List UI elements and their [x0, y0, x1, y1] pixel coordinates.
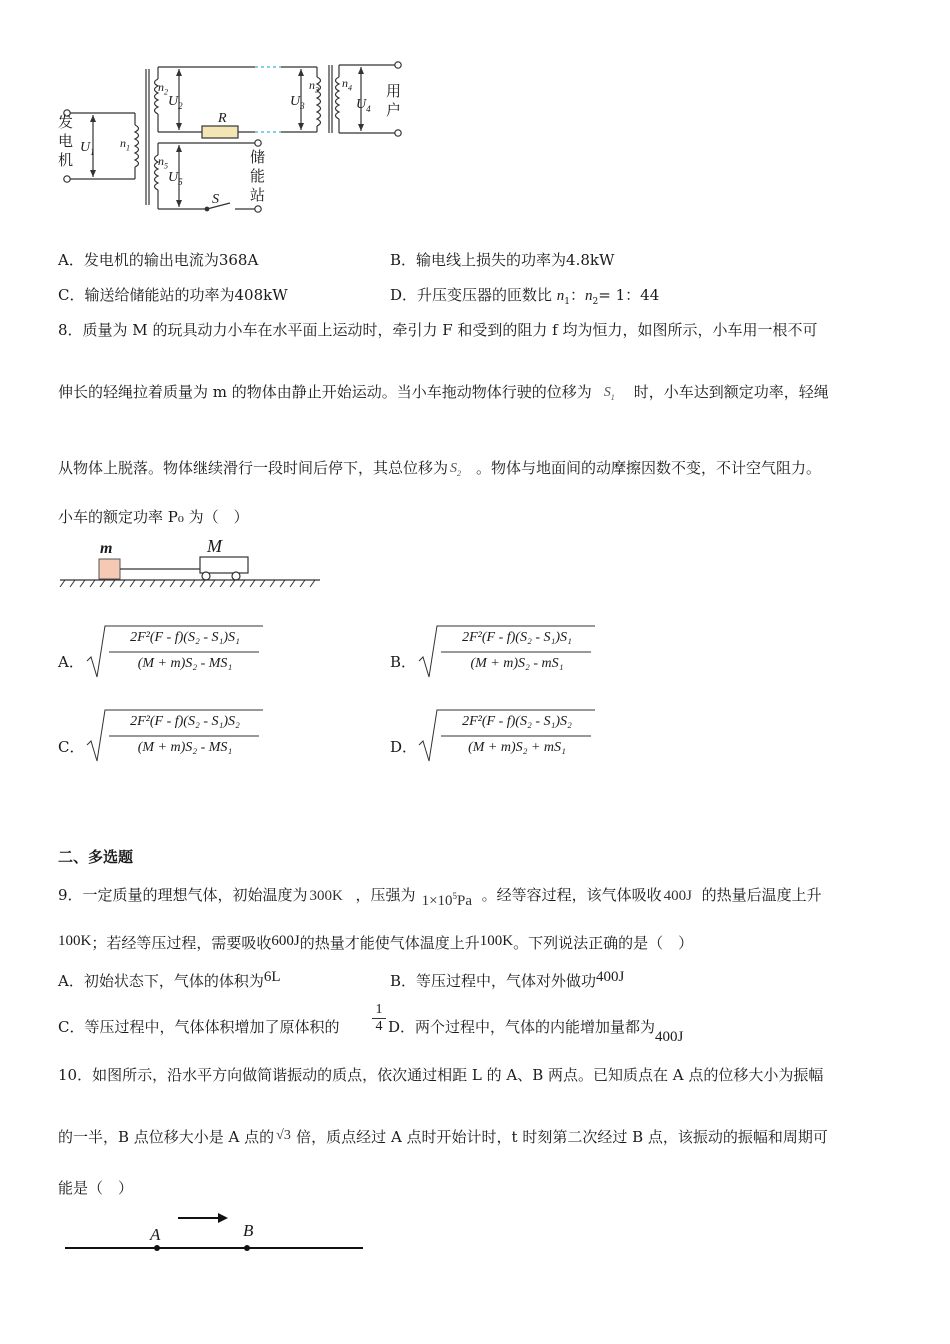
q9-option-c-fraction — [372, 1002, 386, 1035]
q9-option-b — [390, 971, 624, 992]
q9-option-b-value: 400J — [596, 969, 625, 985]
q8-option-a-label: A． — [58, 653, 84, 671]
q10-stem-line1: 10．如图所示，沿水平方向做简谐振动的质点，依次通过相距 L 的 A、B 两点。已知质点在 A 点的位移大小为振幅 — [58, 1066, 824, 1084]
q9-stem-line1: 9．一定质量的理想气体，初始温度为 300K ，压强为 $1\times 10^5Pa$ 。经等容过程，该气体吸收 400J 的热量后温度上升 — [58, 886, 822, 909]
q9-option-a-value: 6L — [263, 969, 281, 985]
q10-stem-line2: 的一半，B 点位移大小是 A 点的 √3 倍，质点经过 A 点时开始计时，t 时刻第二次经过 B 点，该振动的振幅和周期可 — [58, 1128, 828, 1146]
switch-label: S — [212, 192, 219, 207]
q10-stem-line3: 能是（ ） — [58, 1179, 134, 1197]
q7-option-c: C．输送给储能站的功率为408kW — [58, 286, 288, 304]
q9-text-a: 9．一定质量的理想气体，初始温度为 — [58, 886, 308, 904]
q8-option-a-numerator: 2F²(F - f)(S₂ - S₁)S₁ — [130, 630, 240, 645]
storage-station-label — [250, 148, 266, 205]
q9-option-b-text: B．等压过程中，气体对外做功 — [390, 972, 597, 990]
q9-option-d — [388, 1017, 684, 1045]
user-label-char: 用 — [386, 82, 402, 100]
generator-label-char: 发 — [58, 113, 74, 131]
q9-text-d: 的热量后温度上升 — [701, 886, 822, 904]
q9-text-b: ，压强为 — [355, 886, 416, 904]
q8-option-b-numerator: 2F²(F - f)(S₂ - S₁)S₁ — [462, 630, 572, 645]
q7-n2-sub: 2 — [592, 297, 599, 307]
q7-option-d — [390, 285, 659, 312]
q9-text-g: 。下列说法正确的是（ ） — [513, 934, 694, 952]
q10-text-a: 的一半，B 点位移大小是 A 点的 — [58, 1128, 275, 1146]
n1-label: $n_1$ — [120, 136, 130, 153]
n4-label: $n_4$ — [342, 76, 352, 93]
q8-stem-line4: 小车的额定功率 P₀ 为（ ） — [58, 508, 249, 526]
q8-block-cart-figure — [55, 535, 325, 595]
q8-option-b-label: B． — [390, 653, 417, 671]
user-label — [386, 82, 402, 120]
q9-dt2: 100K — [479, 933, 514, 949]
q8-option-b-denominator: (M + m)S₂ - mS₁ — [470, 656, 564, 671]
generator-label-char: 机 — [58, 151, 74, 169]
q8-stem-line2: 伸长的轻绳拉着质量为 m 的物体由静止开始运动。当小车拖动物体行驶的位移为 $S_1$ 时，小车达到额定功率，轻绳 — [58, 383, 829, 402]
user-label-char: 户 — [386, 101, 402, 119]
u5-label: $U_5$ — [168, 170, 183, 187]
u3-label: $U_3$ — [290, 94, 305, 111]
q8-stem-line1: 8．质量为 M 的玩具动力小车在水平面上运动时，牵引力 F 和受到的阻力 f 均为恒力，如图所示，小车用一根不可 — [58, 321, 818, 339]
q8-line2-tail: 时，小车达到额定功率，轻绳 — [633, 383, 829, 401]
q8-option-d-numerator: 2F²(F - f)(S₂ - S₁)S₂ — [462, 714, 572, 729]
storage-label-char: 站 — [250, 186, 266, 204]
q7-n1-sub: 1 — [564, 297, 571, 307]
generator-label — [58, 113, 74, 170]
q7-option-b: B．输电线上损失的功率为4.8kW — [390, 251, 615, 269]
storage-label-char: 储 — [250, 148, 266, 166]
section-title-multiple-choice: 二、多选题 — [58, 848, 134, 866]
q7-option-a: A．发电机的输出电流为368A — [58, 251, 259, 269]
transformer-circuit-diagram — [55, 55, 415, 215]
q8-option-c-numerator: 2F²(F - f)(S₂ - S₁)S₂ — [130, 714, 240, 729]
q8-option-d-denominator: (M + m)S₂ + mS₁ — [468, 740, 566, 755]
q9-fraction-denominator: 4 — [372, 1018, 386, 1035]
q10-point-b-label: B — [243, 1221, 254, 1240]
q10-point-a-label: A — [150, 1225, 161, 1244]
q9-option-a — [58, 971, 281, 992]
q10-text-b: 倍，质点经过 A 点时开始计时，t 时刻第二次经过 B 点，该振动的振幅和周期可 — [296, 1128, 828, 1146]
u2-label: $U_2$ — [168, 94, 183, 111]
q8-stem-line3: 从物体上脱落。物体继续滑行一段时间后停下，其总位移为 $S_2$ 。物体与地面间的动摩擦因数不变，不计空气阻力。 — [58, 459, 822, 478]
storage-label-char: 能 — [250, 167, 266, 185]
q9-dt: 100K — [58, 933, 92, 949]
q9-option-d-text: D．两个过程中，气体的内能增加量都为 — [388, 1018, 656, 1036]
q9-option-d-value: 400J — [655, 1029, 684, 1045]
q8-fig-m-label: m — [100, 540, 113, 557]
q7-n2: n — [585, 288, 593, 304]
q9-option-c — [58, 1017, 339, 1037]
q9-fraction-numerator: 1 — [375, 1002, 383, 1017]
q9-text-e: ；若经等压过程，需要吸收 — [91, 934, 272, 952]
q8-option-c-label: C． — [58, 738, 85, 756]
q10-line-figure — [60, 1210, 370, 1260]
resistor-label: R — [218, 111, 227, 126]
q8-option-a-denominator: (M + m)S₂ - MS₁ — [137, 656, 233, 671]
q9-option-c-text: C．等压过程中，气体体积增加了原体积的 — [58, 1018, 340, 1036]
u1-label: $U_1$ — [80, 140, 95, 157]
q8-option-d-label: D． — [390, 738, 418, 756]
q9-text-f: 的热量才能使气体温度上升 — [299, 934, 480, 952]
q8-line3-text: 从物体上脱落。物体继续滑行一段时间后停下，其总位移为 — [58, 459, 449, 477]
q9-stem-line2 — [58, 933, 693, 954]
q9-text-c: 。经等容过程，该气体吸收 — [481, 886, 662, 904]
generator-label-char: 电 — [58, 132, 74, 150]
q8-line2-text: 伸长的轻绳拉着质量为 m 的物体由静止开始运动。当小车拖动物体行驶的位移为 — [58, 383, 592, 401]
n5-label: $n_5$ — [158, 154, 168, 171]
q8-fig-M-label: M — [207, 536, 222, 556]
q9-option-a-text: A．初始状态下，气体的体积为 — [58, 972, 264, 990]
q7-n1: n — [556, 288, 565, 304]
q7-option-d-text: D．升压变压器的匝数比 — [390, 286, 557, 304]
q8-line3-tail: 。物体与地面间的动摩擦因数不变，不计空气阻力。 — [476, 459, 822, 477]
n3-label: $n_3$ — [309, 78, 319, 95]
q9-q2: 600J — [271, 933, 300, 949]
u4-label: $U_4$ — [356, 97, 371, 114]
n2-label: $n_2$ — [158, 80, 168, 97]
q7-colon: ： — [570, 286, 586, 304]
q7-ratio: = 1：44 — [598, 286, 660, 304]
q8-option-c-denominator: (M + m)S₂ - MS₁ — [137, 740, 233, 755]
